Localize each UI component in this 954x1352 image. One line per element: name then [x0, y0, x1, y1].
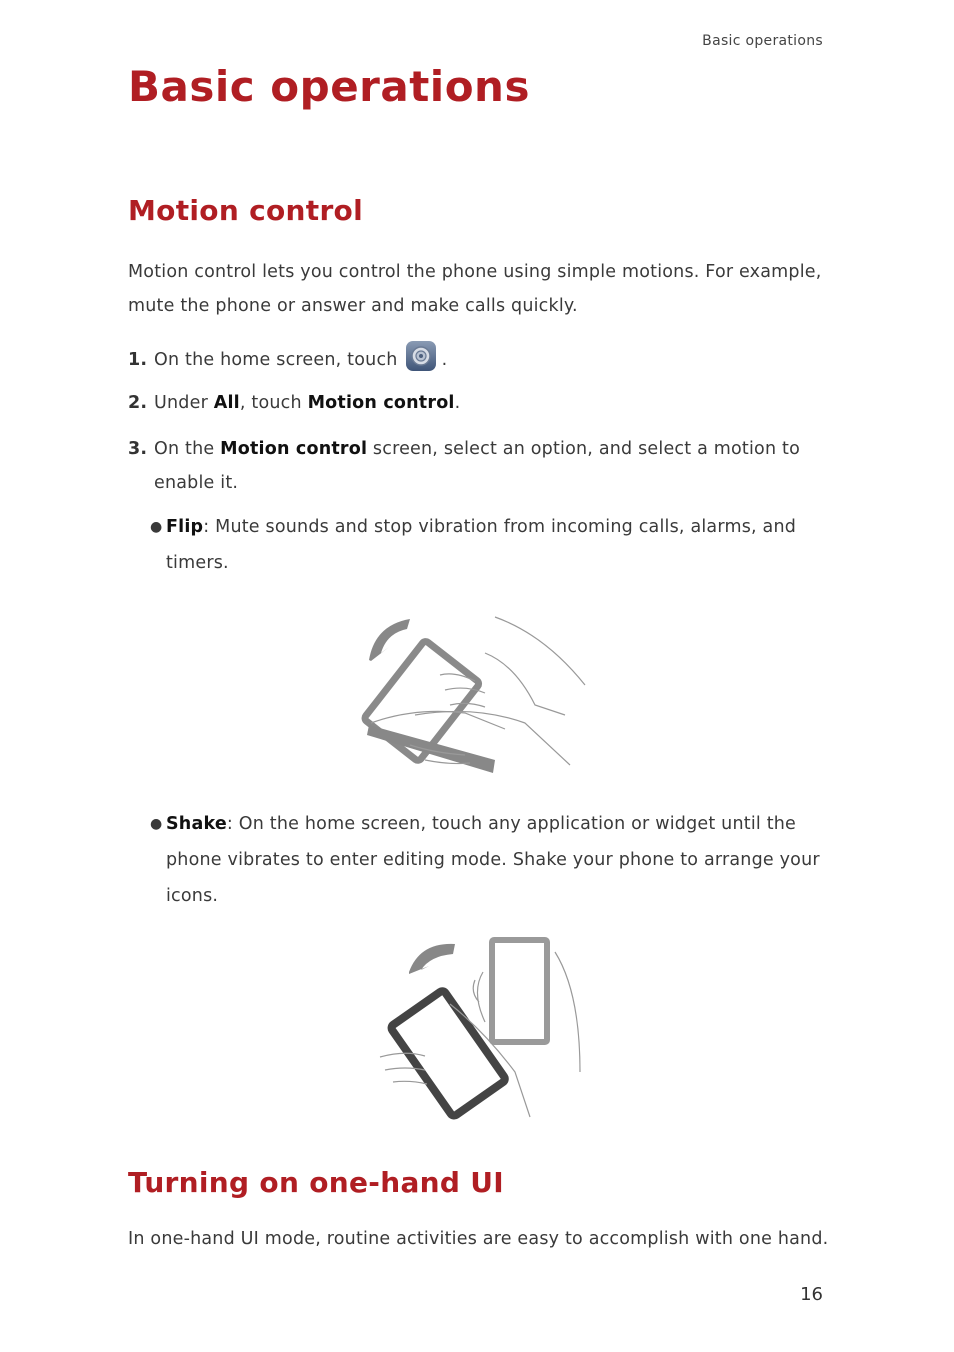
section-heading-motion-control: Motion control [128, 194, 363, 227]
bullet-label: Flip [166, 517, 204, 537]
step-bold-motion-control: Motion control [220, 439, 368, 459]
settings-gear-icon [406, 341, 436, 371]
step-number: 3. [128, 439, 148, 459]
intro-paragraph [128, 255, 828, 323]
step-number: 1. [128, 350, 148, 370]
step-2 [128, 386, 818, 420]
running-header: Basic operations [702, 33, 823, 49]
step-text: On the home screen, touch [154, 350, 398, 370]
bullet-text-line-3: icons. [166, 886, 219, 906]
step-1 [128, 341, 818, 377]
one-hand-intro: In one-hand UI mode, routine activities are easy to accomplish with one hand. [128, 1229, 829, 1249]
bullet-text: : On the home screen, touch any application or widget until the [226, 814, 797, 834]
shake-gesture-illustration [375, 932, 590, 1122]
step-text: . [454, 393, 461, 413]
section-heading-one-hand-ui: Turning on one-hand UI [128, 1166, 505, 1199]
bullet-shake [150, 806, 830, 914]
bullet-text: : Mute sounds and stop vibration from incoming calls, alarms, and [203, 517, 797, 537]
intro-line-1: Motion control lets you control the phone using simple motions. For example, [128, 262, 822, 282]
page-number: 16 [800, 1284, 823, 1305]
step-number: 2. [128, 393, 148, 413]
page-title: Basic operations [128, 62, 530, 111]
step-text: screen, select an option, and select a motion to [367, 439, 800, 459]
intro-line-2: mute the phone or answer and make calls quickly. [128, 296, 578, 316]
step-text: Under [154, 393, 214, 413]
bullet-text-line-2: phone vibrates to enter editing mode. Shake your phone to arrange your [166, 850, 820, 870]
step-bold-motion-control: Motion control [307, 393, 455, 413]
bullet-dot: ● [150, 519, 163, 535]
bullet-flip [150, 509, 830, 581]
shake-arrow-icon [409, 944, 455, 974]
bullet-label: Shake [166, 814, 227, 834]
step-text: On the [154, 439, 221, 459]
bullet-dot: ● [150, 816, 163, 832]
step-text-line-2: enable it. [154, 473, 239, 493]
step-text-end: . [441, 350, 448, 370]
flip-arrow-icon [369, 619, 410, 661]
step-3 [128, 432, 818, 500]
bullet-text-line-2: timers. [166, 553, 229, 573]
step-text: , touch [239, 393, 308, 413]
flip-gesture-illustration [355, 605, 595, 790]
step-bold-all: All [213, 393, 240, 413]
